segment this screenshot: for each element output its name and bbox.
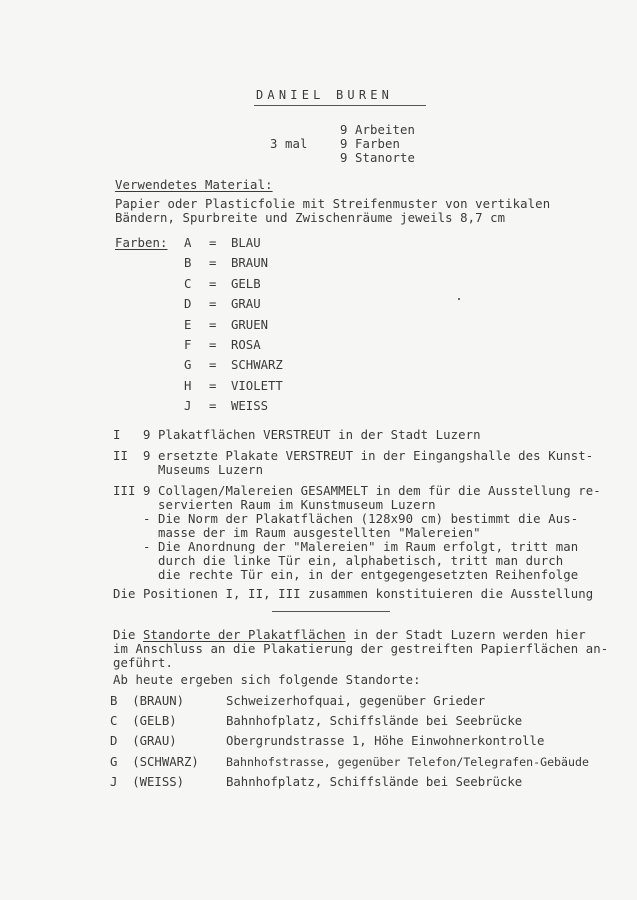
- standorte-lead: Ab heute ergeben sich folgende Standorte:: [113, 673, 421, 687]
- position-2-line-2: Museums Luzern: [113, 463, 264, 477]
- position-3-line-5: - Die Anordnung der "Malereien" im Raum erfolgt, tritt man: [113, 540, 579, 554]
- color-equals: =: [209, 358, 217, 373]
- position-3-line-6: durch die linke Tür ein, alphabetisch, tritt man durch: [113, 554, 564, 568]
- count-prefix: 3 mal: [270, 137, 308, 151]
- standorte-intro-line-3: geführt.: [113, 656, 174, 670]
- position-1: I 9 Plakatflächen VERSTREUT in der Stadt Luzern: [113, 428, 481, 442]
- color-name: ROSA: [231, 337, 261, 352]
- color-letter: A: [184, 236, 192, 250]
- document-title: DANIEL BUREN: [256, 88, 394, 102]
- site-key: B (BRAUN): [110, 694, 185, 708]
- color-name: GELB: [231, 276, 261, 291]
- color-equals: =: [209, 317, 217, 332]
- site-key: D (GRAU): [110, 734, 177, 749]
- color-letter: C: [184, 276, 192, 291]
- color-equals: =: [209, 337, 217, 352]
- standorte-intro-line-1: [113, 628, 586, 642]
- color-name: BLAU: [231, 236, 261, 250]
- material-line-2: Bändern, Spurbreite und Zwischenräume jeweils 8,7 cm: [115, 211, 506, 225]
- position-3-line-1: III 9 Collagen/Malereien GESAMMELT in dem für die Ausstellung re-: [113, 484, 601, 498]
- colors-heading: Farben:: [115, 236, 168, 250]
- color-letter: D: [184, 297, 192, 312]
- site-location: Bahnhofplatz, Schiffslände bei Seebrücke: [226, 714, 523, 729]
- count-colors: 9 Farben: [340, 137, 401, 151]
- color-equals: =: [209, 297, 217, 312]
- color-letter: H: [184, 378, 192, 393]
- standorte-intro-line-2: im Anschluss an die Plakatierung der gestreiften Papierflächen an-: [113, 642, 609, 656]
- site-location: Bahnhofstrasse, gegenüber Telefon/Telegrafen-Gebäude: [226, 754, 589, 769]
- color-letter: B: [184, 256, 192, 271]
- color-equals: =: [209, 256, 217, 271]
- material-heading: Verwendetes Material:: [115, 178, 273, 192]
- site-location: Obergrundstrasse 1, Höhe Einwohnerkontrolle: [226, 734, 545, 749]
- color-equals: =: [209, 236, 217, 250]
- positions-summary: Die Positionen I, II, III zusammen konstituieren die Ausstellung: [113, 587, 594, 601]
- color-equals: =: [209, 276, 217, 291]
- standorte-intro-prefix: Die: [113, 628, 144, 642]
- color-letter: F: [184, 337, 192, 352]
- color-name: VIOLETT: [231, 378, 283, 393]
- color-letter: E: [184, 317, 192, 332]
- position-3-line-3: - Die Norm der Plakatflächen (128x90 cm) bestimmt die Aus-: [113, 512, 579, 526]
- title-underline: [254, 105, 426, 106]
- color-name: SCHWARZ: [231, 358, 283, 373]
- site-key: J (WEISS): [110, 774, 185, 789]
- color-letter: J: [184, 399, 192, 414]
- color-name: GRUEN: [231, 317, 269, 332]
- site-key: G (SCHWARZ): [110, 754, 199, 769]
- position-3-line-4: masse der im Raum ausgestellten "Malereien": [113, 526, 481, 540]
- count-sites: 9 Stanorte: [340, 151, 416, 165]
- position-2-line-1: II 9 ersetzte Plakate VERSTREUT in der Eingangshalle des Kunst-: [113, 449, 594, 463]
- site-key: C (GELB): [110, 714, 177, 729]
- site-location: Bahnhofplatz, Schiffslände bei Seebrücke: [226, 774, 523, 789]
- position-3-line-7: die rechte Tür ein, in der entgegengesetzten Reihenfolge: [113, 568, 579, 582]
- count-works: 9 Arbeiten: [340, 123, 416, 137]
- color-list: [184, 236, 283, 413]
- site-location: Schweizerhofquai, gegenüber Grieder: [226, 694, 486, 708]
- standorte-intro-rest: in der Stadt Luzern werden hier: [345, 628, 586, 642]
- material-line-1: Papier oder Plasticfolie mit Streifenmuster von vertikalen: [115, 197, 551, 211]
- position-3-line-2: servierten Raum im Kunstmuseum Luzern: [113, 498, 436, 512]
- color-letter: G: [184, 358, 192, 373]
- stray-dot-mark: [458, 298, 460, 300]
- color-name: GRAU: [231, 297, 261, 312]
- section-divider: [272, 611, 390, 612]
- color-name: WEISS: [231, 399, 269, 414]
- color-equals: =: [209, 399, 217, 414]
- color-equals: =: [209, 378, 217, 393]
- standorte-list: [110, 694, 589, 789]
- color-name: BRAUN: [231, 256, 269, 271]
- standorte-intro-underlined: Standorte der Plakatflächen: [143, 628, 346, 642]
